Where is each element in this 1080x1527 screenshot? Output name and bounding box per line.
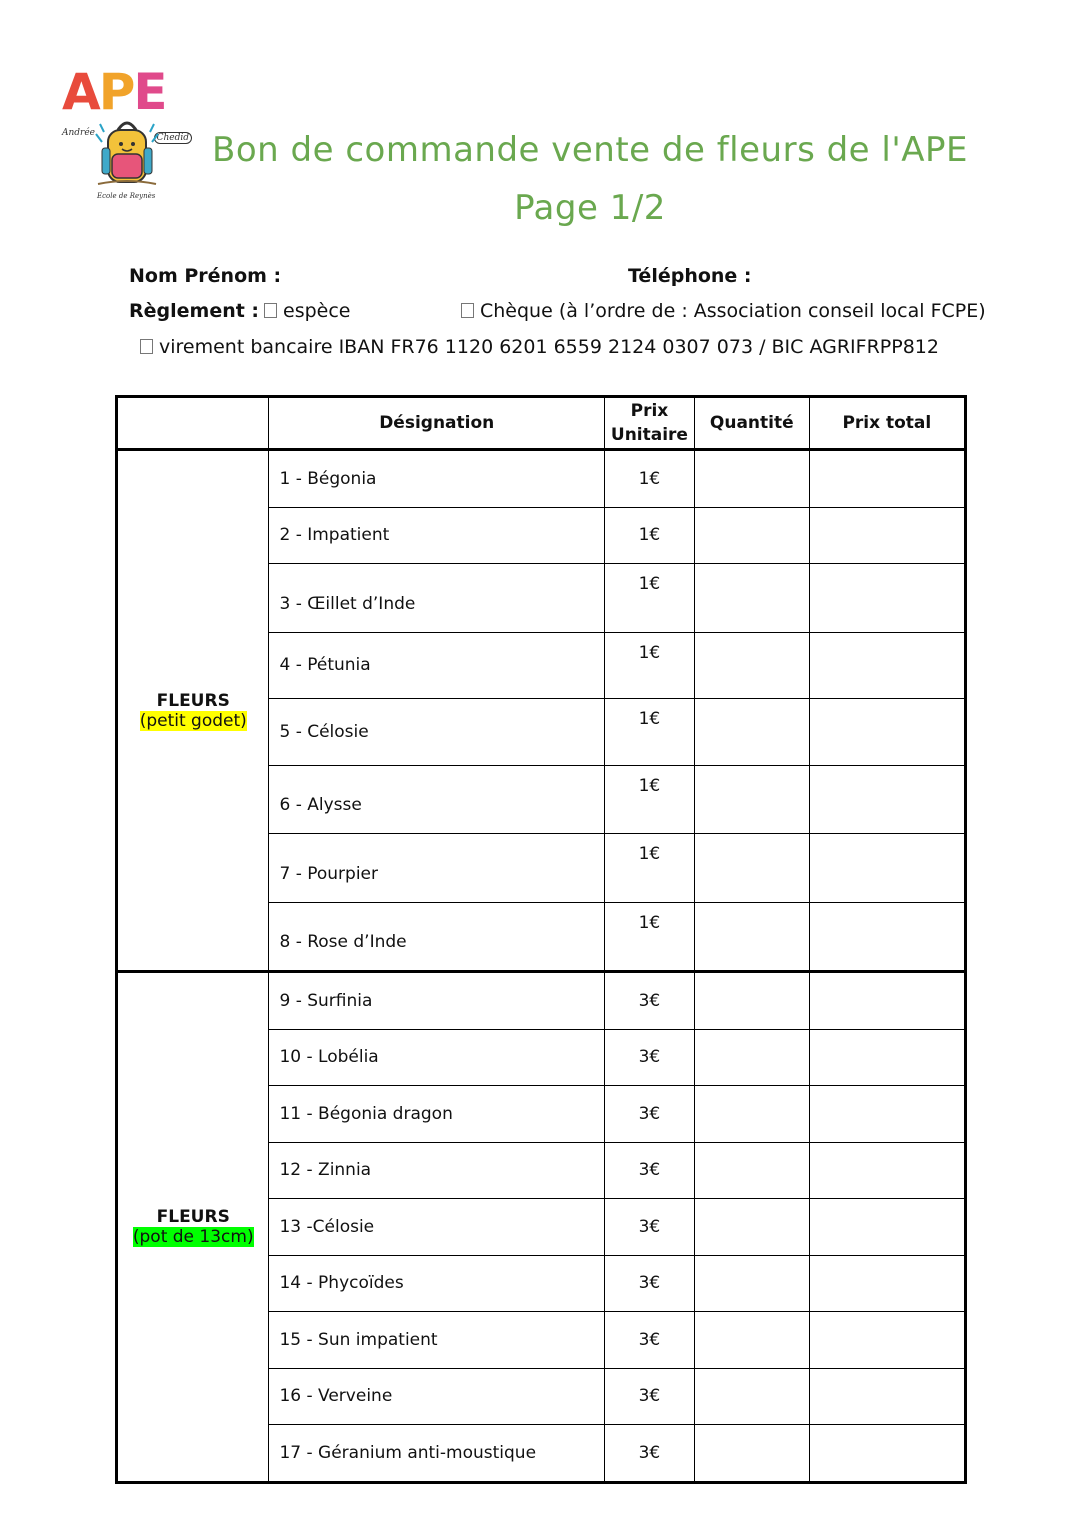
quantity-cell[interactable] [694,834,809,903]
item-price: 3€ [604,1255,694,1312]
total-cell[interactable] [809,1312,965,1369]
item-price: 3€ [604,1368,694,1425]
item-name: 5 - Célosie [269,699,605,766]
total-cell[interactable] [809,1425,965,1483]
item-price: 1€ [604,564,694,633]
quantity-cell[interactable] [694,1142,809,1199]
item-price: 1€ [604,507,694,564]
quantity-cell[interactable] [694,1312,809,1369]
item-price: 1€ [604,632,694,699]
item-name: 15 - Sun impatient [269,1312,605,1369]
item-name: 6 - Alysse [269,765,605,834]
logo-right-name: Chedid [154,132,192,144]
category-cell-13cm-pot [117,972,269,1483]
item-price: 1€ [604,699,694,766]
quantity-cell[interactable] [694,972,809,1030]
total-cell[interactable] [809,564,965,633]
option-transfer-label: virement bancaire IBAN FR76 1120 6201 6559 2124 0307 073 / BIC AGRIFRPP812 [159,336,939,358]
item-name: 1 - Bégonia [269,450,605,508]
item-name: 8 - Rose d’Inde [269,902,605,972]
logo-school: Ecole de Reynès [97,192,156,200]
total-cell[interactable] [809,972,965,1030]
item-name: 13 -Célosie [269,1199,605,1256]
category-sub-label: (pot de 13cm) [132,1226,254,1247]
total-cell[interactable] [809,1142,965,1199]
category-label: FLEURS [156,1206,230,1227]
item-name: 2 - Impatient [269,507,605,564]
phone-label: Téléphone : [628,265,752,287]
quantity-cell[interactable] [694,699,809,766]
item-price: 3€ [604,1425,694,1483]
item-price: 3€ [604,1199,694,1256]
item-name: 3 - Œillet d’Inde [269,564,605,633]
table-row [117,450,966,508]
quantity-cell[interactable] [694,902,809,972]
item-name: 9 - Surfinia [269,972,605,1030]
header-category [117,397,269,450]
category-cell-small-pot [117,450,269,972]
header-unit-price [604,397,694,450]
quantity-cell[interactable] [694,1368,809,1425]
total-cell[interactable] [809,765,965,834]
quantity-cell[interactable] [694,1255,809,1312]
payment-option-cash[interactable] [264,300,350,322]
page-title: Bon de commande vente de fleurs de l'APE [212,130,968,170]
total-cell[interactable] [809,902,965,972]
item-name: 12 - Zinnia [269,1142,605,1199]
quantity-cell[interactable] [694,765,809,834]
item-name: 10 - Lobélia [269,1029,605,1086]
option-cheque-label: Chèque (à l’ordre de : Association conseil local FCPE) [480,300,986,322]
header-unit-price-line1: Prix [630,401,669,421]
total-cell[interactable] [809,1255,965,1312]
quantity-cell[interactable] [694,1425,809,1483]
quantity-cell[interactable] [694,564,809,633]
category-label: FLEURS [156,690,230,711]
item-name: 4 - Pétunia [269,632,605,699]
payment-option-cheque[interactable] [461,300,986,322]
table-header-row [117,397,966,450]
total-cell[interactable] [809,699,965,766]
payment-option-transfer[interactable] [140,336,939,358]
page-number: Page 1/2 [514,188,666,228]
table-row [117,972,966,1030]
total-cell[interactable] [809,1368,965,1425]
total-cell[interactable] [809,507,965,564]
total-cell[interactable] [809,834,965,903]
item-price: 1€ [604,834,694,903]
item-name: 16 - Verveine [269,1368,605,1425]
name-label: Nom Prénom : [129,265,282,287]
header-quantity: Quantité [694,397,809,450]
quantity-cell[interactable] [694,507,809,564]
quantity-cell[interactable] [694,1086,809,1143]
checkbox-cash[interactable] [264,303,277,318]
item-price: 3€ [604,1142,694,1199]
order-table [115,395,967,1484]
quantity-cell[interactable] [694,632,809,699]
checkbox-cheque[interactable] [461,303,474,318]
checkbox-transfer[interactable] [140,339,153,354]
item-name: 7 - Pourpier [269,834,605,903]
option-cash-label: espèce [283,300,351,322]
header-total: Prix total [809,397,965,450]
category-sub-label: (petit godet) [139,710,247,731]
item-price: 3€ [604,1312,694,1369]
total-cell[interactable] [809,1199,965,1256]
header-designation: Désignation [269,397,605,450]
quantity-cell[interactable] [694,1199,809,1256]
item-price: 1€ [604,902,694,972]
item-name: 14 - Phycoïdes [269,1255,605,1312]
payment-label: Règlement : [129,300,260,322]
item-price: 3€ [604,972,694,1030]
item-name: 11 - Bégonia dragon [269,1086,605,1143]
logo-letters: APE [62,63,166,121]
quantity-cell[interactable] [694,450,809,508]
item-price: 1€ [604,765,694,834]
quantity-cell[interactable] [694,1029,809,1086]
logo-left-name: Andrée [62,128,96,138]
total-cell[interactable] [809,1086,965,1143]
total-cell[interactable] [809,1029,965,1086]
header-unit-price-line2: Unitaire [610,425,688,445]
total-cell[interactable] [809,632,965,699]
item-price: 3€ [604,1086,694,1143]
item-price: 1€ [604,450,694,508]
total-cell[interactable] [809,450,965,508]
item-price: 3€ [604,1029,694,1086]
item-name: 17 - Géranium anti-moustique [269,1425,605,1483]
